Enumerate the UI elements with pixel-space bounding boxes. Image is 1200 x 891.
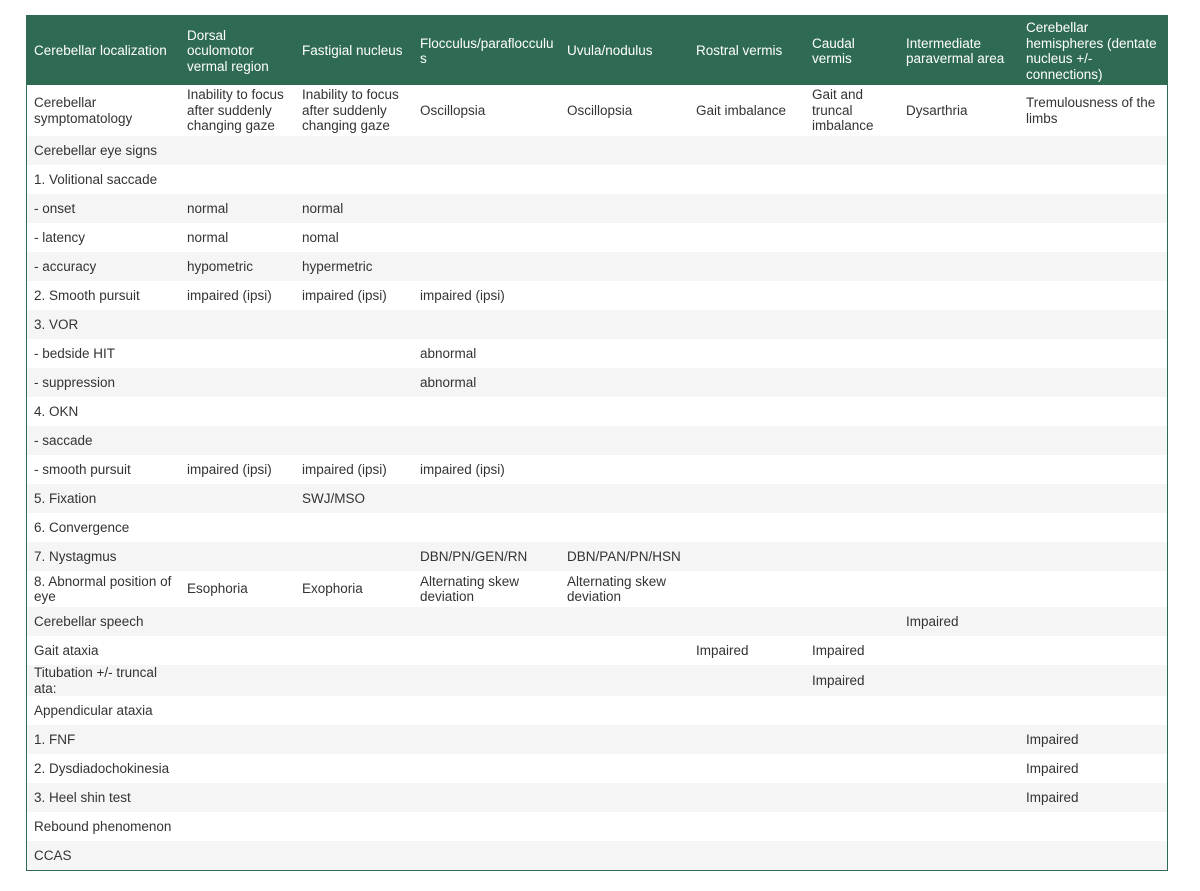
- table-cell: [805, 725, 899, 754]
- table-cell: [180, 339, 295, 368]
- table-row: [27, 397, 1167, 426]
- table-row: [27, 194, 1167, 223]
- table-row: [27, 426, 1167, 455]
- table-cell: [180, 754, 295, 783]
- table-cell: [295, 841, 413, 870]
- table-cell: [295, 426, 413, 455]
- table-cell: [413, 725, 560, 754]
- table-cell: [560, 513, 689, 542]
- table-row: [27, 136, 1167, 165]
- table-cell: [560, 397, 689, 426]
- table-row: [27, 696, 1167, 725]
- row-label-cell: - onset: [34, 200, 76, 216]
- table-cell: [295, 165, 413, 194]
- table-cell: Impaired: [906, 613, 959, 629]
- table-cell: [805, 783, 899, 812]
- table-cell: [413, 136, 560, 165]
- table-cell: [1019, 484, 1167, 513]
- table-cell: [805, 252, 899, 281]
- table-cell: [899, 542, 1019, 571]
- cerebellar-localization-table-frame: [26, 15, 1168, 871]
- table-cell: [805, 426, 899, 455]
- table-row: [27, 513, 1167, 542]
- table-cell: [899, 339, 1019, 368]
- table-cell: [413, 812, 560, 841]
- table-cell: [899, 252, 1019, 281]
- row-label-cell: 3. VOR: [34, 316, 79, 332]
- table-cell: Impaired: [1026, 731, 1079, 747]
- row-label-cell: 5. Fixation: [34, 490, 97, 506]
- table-cell: [560, 783, 689, 812]
- table-row: [27, 484, 1167, 513]
- table-cell: [805, 542, 899, 571]
- table-cell: [413, 607, 560, 636]
- table-cell: impaired (ipsi): [420, 287, 505, 303]
- row-label-cell: 4. OKN: [34, 403, 79, 419]
- table-cell: Gait and truncal imbalance: [812, 87, 874, 134]
- table-cell: [805, 696, 899, 725]
- table-cell: [180, 397, 295, 426]
- table-cell: [689, 426, 805, 455]
- table-cell: [560, 252, 689, 281]
- table-cell: [180, 165, 295, 194]
- table-cell: impaired (ipsi): [420, 461, 505, 477]
- row-label-cell: Cerebellar speech: [34, 613, 144, 629]
- table-cell: [295, 812, 413, 841]
- table-cell: [899, 223, 1019, 252]
- table-cell: [805, 339, 899, 368]
- table-row: [27, 339, 1167, 368]
- header-cell: Fastigial nucleus: [302, 43, 403, 59]
- table-cell: impaired (ipsi): [187, 287, 272, 303]
- table-cell: [560, 754, 689, 783]
- table-cell: [560, 665, 689, 696]
- table-cell: [805, 194, 899, 223]
- table-cell: [899, 812, 1019, 841]
- table-cell: [899, 426, 1019, 455]
- table-cell: normal: [302, 200, 344, 216]
- table-cell: [560, 607, 689, 636]
- table-cell: [1019, 252, 1167, 281]
- header-cell: Caudal vermis: [812, 35, 855, 66]
- table-cell: [805, 368, 899, 397]
- table-cell: Inability to focus after suddenly changing gaze: [187, 87, 284, 134]
- table-cell: [1019, 542, 1167, 571]
- row-label-cell: CCAS: [34, 847, 72, 863]
- table-cell: normal: [187, 229, 229, 245]
- row-label-cell: Cerebellar symptomatology: [34, 95, 133, 126]
- table-cell: [180, 426, 295, 455]
- table-cell: [689, 368, 805, 397]
- header-cell: Cerebellar hemispheres (dentate nucleus +/- connections): [1026, 20, 1157, 82]
- table-cell: [560, 165, 689, 194]
- table-cell: [1019, 281, 1167, 310]
- table-row: [27, 252, 1167, 281]
- table-cell: hypermetric: [302, 258, 373, 274]
- table-cell: [805, 841, 899, 870]
- table-cell: [689, 607, 805, 636]
- table-cell: [689, 136, 805, 165]
- table-cell: [295, 607, 413, 636]
- table-cell: [1019, 636, 1167, 665]
- table-cell: [899, 665, 1019, 696]
- table-cell: Esophoria: [187, 581, 248, 597]
- table-row: [27, 783, 1167, 812]
- table-cell: [689, 571, 805, 607]
- header-row: [27, 17, 1167, 85]
- table-cell: [689, 783, 805, 812]
- table-cell: abnormal: [420, 374, 477, 390]
- row-label-cell: 2. Dysdiadochokinesia: [34, 760, 170, 776]
- table-cell: Exophoria: [302, 581, 363, 597]
- table-cell: hypometric: [187, 258, 254, 274]
- table-cell: [180, 812, 295, 841]
- table-cell: [899, 397, 1019, 426]
- table-cell: [180, 636, 295, 665]
- row-label-cell: 7. Nystagmus: [34, 548, 117, 564]
- table-cell: [180, 368, 295, 397]
- row-label-cell: - smooth pursuit: [34, 461, 131, 477]
- table-cell: [413, 513, 560, 542]
- table-cell: [689, 165, 805, 194]
- table-cell: Alternating skew deviation: [567, 573, 667, 604]
- table-cell: [295, 783, 413, 812]
- table-cell: [805, 165, 899, 194]
- table-cell: [899, 310, 1019, 339]
- table-cell: [413, 636, 560, 665]
- table-cell: [180, 484, 295, 513]
- table-cell: [805, 281, 899, 310]
- table-cell: [899, 484, 1019, 513]
- table-cell: [899, 636, 1019, 665]
- table-row: [27, 542, 1167, 571]
- table-cell: impaired (ipsi): [302, 461, 387, 477]
- table-cell: [1019, 339, 1167, 368]
- table-header: [27, 17, 1167, 85]
- table-cell: [899, 725, 1019, 754]
- table-cell: [560, 310, 689, 339]
- table-cell: [180, 841, 295, 870]
- table-cell: [413, 484, 560, 513]
- table-cell: [689, 812, 805, 841]
- table-cell: [899, 281, 1019, 310]
- table-cell: [1019, 426, 1167, 455]
- table-row: [27, 455, 1167, 484]
- table-cell: DBN/PAN/PN/HSN: [567, 548, 681, 564]
- table-cell: [413, 783, 560, 812]
- table-cell: [1019, 607, 1167, 636]
- table-cell: [1019, 368, 1167, 397]
- header-cell: Cerebellar localization: [34, 43, 167, 59]
- header-cell: Flocculus/paraflocculus: [420, 35, 554, 66]
- table-cell: [560, 484, 689, 513]
- row-label-cell: - accuracy: [34, 258, 97, 274]
- table-row: [27, 165, 1167, 194]
- table-cell: [180, 136, 295, 165]
- table-cell: [1019, 455, 1167, 484]
- table-cell: [805, 310, 899, 339]
- table-cell: [899, 194, 1019, 223]
- table-cell: [899, 455, 1019, 484]
- table-cell: [899, 754, 1019, 783]
- row-label-cell: 8. Abnormal position of eye: [34, 573, 172, 604]
- row-label-cell: - saccade: [34, 432, 93, 448]
- table-cell: [689, 310, 805, 339]
- table-cell: [689, 542, 805, 571]
- table-cell: [295, 725, 413, 754]
- table-cell: [689, 339, 805, 368]
- table-cell: [560, 636, 689, 665]
- table-cell: [689, 194, 805, 223]
- row-label-cell: 1. FNF: [34, 731, 76, 747]
- row-label-cell: - latency: [34, 229, 86, 245]
- table-cell: Impaired: [696, 642, 749, 658]
- table-cell: [689, 754, 805, 783]
- table-cell: [805, 812, 899, 841]
- row-label-cell: 6. Convergence: [34, 519, 130, 535]
- table-cell: [560, 281, 689, 310]
- table-cell: [899, 165, 1019, 194]
- table-cell: SWJ/MSO: [302, 490, 365, 506]
- table-cell: [899, 696, 1019, 725]
- row-label-cell: Gait ataxia: [34, 642, 99, 658]
- header-cell: Intermediate paravermal area: [906, 35, 1005, 66]
- table-cell: [560, 725, 689, 754]
- table-cell: [805, 397, 899, 426]
- table-cell: [560, 455, 689, 484]
- table-cell: [1019, 665, 1167, 696]
- table-cell: [689, 484, 805, 513]
- table-row: [27, 841, 1167, 870]
- table-cell: [413, 223, 560, 252]
- row-label-cell: - suppression: [34, 374, 116, 390]
- table-cell: Oscillopsia: [420, 102, 486, 118]
- table-cell: [413, 696, 560, 725]
- table-cell: [1019, 223, 1167, 252]
- table-cell: [899, 136, 1019, 165]
- table-cell: [689, 252, 805, 281]
- table-cell: [413, 397, 560, 426]
- table-cell: [1019, 841, 1167, 870]
- table-cell: [689, 841, 805, 870]
- table-cell: Impaired: [1026, 760, 1079, 776]
- row-label-cell: Titubation +/- truncal ata:: [34, 665, 157, 696]
- table-cell: [1019, 136, 1167, 165]
- table-cell: DBN/PN/GEN/RN: [420, 548, 528, 564]
- table-cell: [899, 513, 1019, 542]
- table-cell: [295, 368, 413, 397]
- table-cell: [560, 841, 689, 870]
- table-cell: [413, 841, 560, 870]
- table-cell: [295, 339, 413, 368]
- table-cell: Alternating skew deviation: [420, 573, 520, 604]
- table-cell: [295, 513, 413, 542]
- table-row: [27, 665, 1167, 696]
- table-cell: Impaired: [812, 672, 865, 688]
- table-cell: [1019, 696, 1167, 725]
- table-cell: [805, 754, 899, 783]
- table-cell: impaired (ipsi): [187, 461, 272, 477]
- table-cell: [1019, 194, 1167, 223]
- table-cell: [689, 513, 805, 542]
- table-cell: [560, 368, 689, 397]
- table-cell: [180, 696, 295, 725]
- table-cell: normal: [187, 200, 229, 216]
- table-cell: [180, 607, 295, 636]
- table-cell: [560, 339, 689, 368]
- table-cell: [689, 397, 805, 426]
- table-cell: [413, 426, 560, 455]
- table-cell: [295, 696, 413, 725]
- table-cell: [689, 725, 805, 754]
- table-cell: [899, 368, 1019, 397]
- table-cell: Oscillopsia: [567, 102, 633, 118]
- table-row: [27, 754, 1167, 783]
- table-cell: Impaired: [812, 642, 865, 658]
- row-label-cell: Cerebellar eye signs: [34, 142, 158, 158]
- table-cell: Inability to focus after suddenly changing gaze: [302, 87, 399, 134]
- table-cell: [560, 136, 689, 165]
- table-cell: Tremulousness of the limbs: [1026, 95, 1156, 126]
- table-row: [27, 812, 1167, 841]
- table-cell: Impaired: [1026, 789, 1079, 805]
- cerebellar-localization-table: [27, 17, 1167, 870]
- table-cell: [560, 426, 689, 455]
- table-row: [27, 223, 1167, 252]
- table-cell: [1019, 397, 1167, 426]
- table-cell: [899, 783, 1019, 812]
- row-label-cell: 3. Heel shin test: [34, 789, 131, 805]
- table-cell: [805, 484, 899, 513]
- table-body: [27, 85, 1167, 870]
- table-row: [27, 571, 1167, 607]
- table-cell: impaired (ipsi): [302, 287, 387, 303]
- table-cell: [295, 136, 413, 165]
- table-cell: [180, 783, 295, 812]
- table-cell: [180, 513, 295, 542]
- table-cell: [1019, 513, 1167, 542]
- table-cell: [1019, 812, 1167, 841]
- table-cell: Gait imbalance: [696, 102, 787, 118]
- table-cell: [805, 513, 899, 542]
- table-cell: [180, 665, 295, 696]
- table-cell: [805, 223, 899, 252]
- row-label-cell: 2. Smooth pursuit: [34, 287, 140, 303]
- table-cell: [805, 455, 899, 484]
- table-cell: [560, 223, 689, 252]
- table-cell: [805, 607, 899, 636]
- table-cell: [413, 665, 560, 696]
- table-cell: [295, 636, 413, 665]
- table-cell: abnormal: [420, 345, 477, 361]
- table-cell: Dysarthria: [906, 102, 968, 118]
- table-cell: [295, 754, 413, 783]
- table-cell: [560, 194, 689, 223]
- table-cell: nomal: [302, 229, 339, 245]
- table-row: [27, 725, 1167, 754]
- table-row: [27, 281, 1167, 310]
- row-label-cell: 1. Volitional saccade: [34, 171, 158, 187]
- table-cell: [180, 542, 295, 571]
- table-cell: [413, 165, 560, 194]
- table-cell: [805, 136, 899, 165]
- table-cell: [180, 310, 295, 339]
- row-label-cell: - bedside HIT: [34, 345, 116, 361]
- table-cell: [413, 194, 560, 223]
- table-cell: [1019, 571, 1167, 607]
- table-cell: [295, 310, 413, 339]
- table-row: [27, 85, 1167, 136]
- table-cell: [899, 571, 1019, 607]
- table-cell: [180, 725, 295, 754]
- table-cell: [560, 812, 689, 841]
- table-cell: [689, 281, 805, 310]
- table-cell: [689, 223, 805, 252]
- table-row: [27, 368, 1167, 397]
- row-label-cell: Appendicular ataxia: [34, 702, 153, 718]
- table-cell: [560, 696, 689, 725]
- table-cell: [295, 542, 413, 571]
- table-cell: [689, 696, 805, 725]
- table-cell: [1019, 165, 1167, 194]
- table-row: [27, 607, 1167, 636]
- row-label-cell: Rebound phenomenon: [34, 818, 172, 834]
- table-cell: [295, 665, 413, 696]
- table-cell: [413, 252, 560, 281]
- header-cell: Dorsal oculomotor vermal region: [187, 27, 269, 74]
- header-cell: Rostral vermis: [696, 43, 783, 59]
- table-cell: [689, 455, 805, 484]
- header-cell: Uvula/nodulus: [567, 43, 653, 59]
- table-row: [27, 636, 1167, 665]
- table-row: [27, 310, 1167, 339]
- table-cell: [689, 665, 805, 696]
- table-cell: [1019, 310, 1167, 339]
- table-cell: [805, 571, 899, 607]
- table-cell: [295, 397, 413, 426]
- table-cell: [899, 841, 1019, 870]
- table-cell: [413, 754, 560, 783]
- table-cell: [413, 310, 560, 339]
